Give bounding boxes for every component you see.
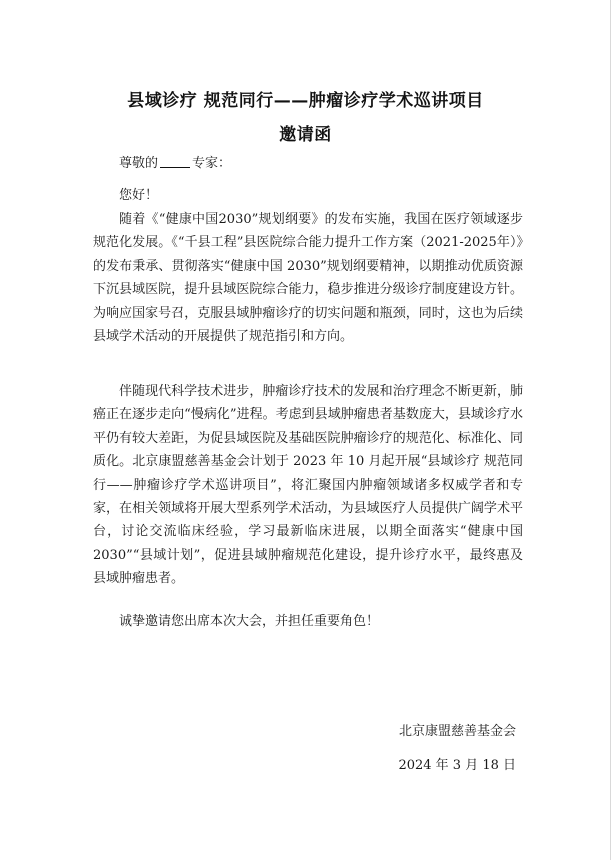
- name-blank-line: [160, 155, 190, 168]
- salutation-prefix: 尊敬的: [119, 156, 159, 171]
- salutation-suffix: 专家：: [192, 156, 232, 171]
- body-paragraph-2: 伴随现代科学技术进步，肿瘤诊疗技术的发展和治疗理念不断更新，肺癌正在逐步走向“慢病化”进程。考虑到县域肿瘤患者基数庞大，县域诊疗水平仍有较大差距，为促县域医院及基础医院肿瘤诊疗的规范化、标准化、同质化。北京康盟慈善基金会计划于 2023 年 10 月起开展“县域诊疗 规范同行——肿瘤诊疗学术巡讲项目”，将汇聚国内肿瘤领域诸多权威学者和专家，在相关领域将开展大型系列学术活动，为县域医疗人员提供广阔学术平台，讨论交流临床经验，学习最新临床进展，以期全面落实“健康中国 2030”“县域计划”，促进县域肿瘤规范化建设，提升诊疗水平，最终惠及县域肿瘤患者。: [93, 384, 523, 587]
- body-paragraph-1: 随着《“健康中国2030”规划纲要》的发布实施，我国在医疗领域逐步规范化发展。《“千县工程”县医院综合能力提升工作方案（2021-2025年）》的发布秉承、贯彻落实“健康中国 2030”规划纲要精神，以期推动优质资源下沉县域医院，提升县域医院综合能力，稳步推进分级诊疗制度建设方针。为响应国家号召，克服县域肿瘤诊疗的切实问题和瓶颈，同时，这也为后续县域学术活动的开展提供了规范指引和方向。: [93, 212, 523, 345]
- greeting: 您好！: [119, 188, 159, 203]
- letter-title: 县域诊疗 规范同行——肿瘤诊疗学术巡讲项目: [127, 91, 484, 111]
- signature-organization: 北京康盟慈善基金会: [398, 724, 516, 739]
- salutation: [119, 152, 231, 171]
- signature-date: 2024 年 3 月 18 日: [398, 758, 516, 773]
- closing-line: 诚挚邀请您出席本次大会，并担任重要角色！: [119, 614, 380, 629]
- letter-subtitle: 邀请函: [279, 125, 332, 145]
